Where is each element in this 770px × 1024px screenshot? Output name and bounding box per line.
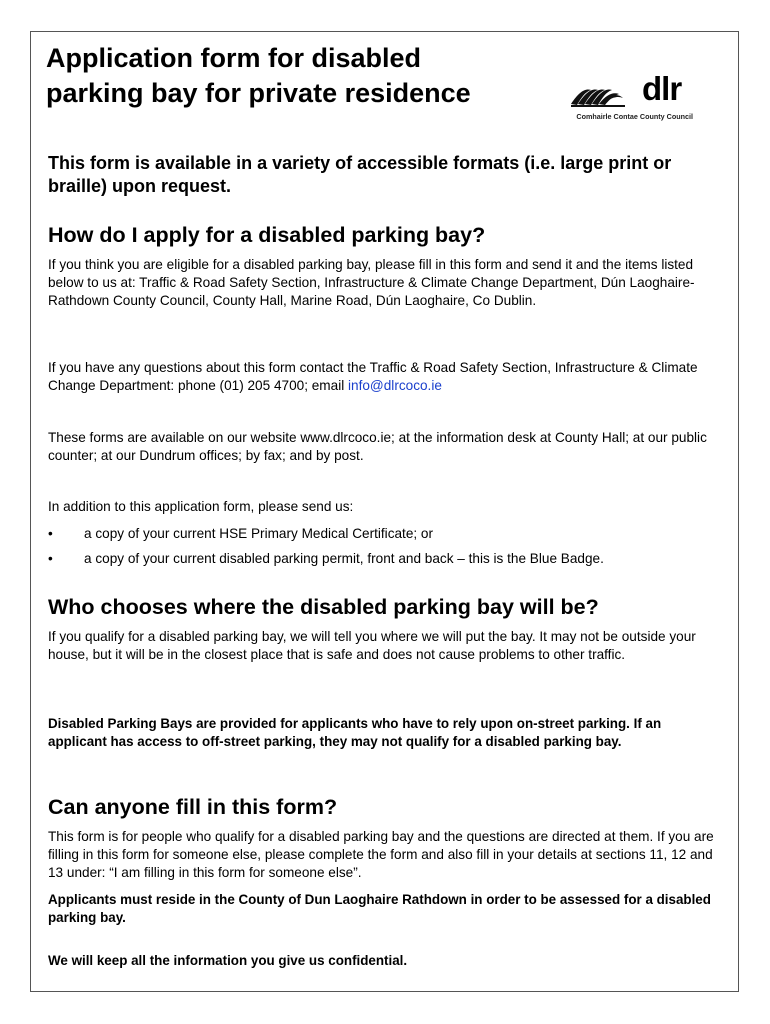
bullet-icon: • xyxy=(48,526,53,541)
anyone-paragraph-1: This form is for people who qualify for a disabled parking bay and the questions are directed at them. If you are filling in this form for someone else, please complete the form and also fill in your details at sections 11, 12 and 13 under: “I am filling in this form for someone else”. xyxy=(48,829,714,880)
logo-wordmark: dlr xyxy=(642,70,682,107)
anyone-paragraph-2: Applicants must reside in the County of Dun Laoghaire Rathdown in order to be assessed for a disabled parking bay. xyxy=(48,892,711,925)
who-paragraph-1: If you qualify for a disabled parking bay, we will tell you where we will put the bay. It may not be outside your house, but it will be in the closest place that is safe and does not cause problems to other traffic. xyxy=(48,629,696,662)
dlr-logo xyxy=(569,70,693,124)
email-link[interactable]: info@dlrcoco.ie xyxy=(348,378,442,393)
apply-paragraph-3: These forms are available on our website www.dlrcoco.ie; at the information desk at County Hall; at our public counter; at our Dundrum offices; by fax; and by post. xyxy=(48,430,707,463)
logo-subtitle: Comhairle Contae County Council xyxy=(576,112,693,121)
page-title: Application form for disabled parking bay for private residence xyxy=(46,43,471,108)
apply-paragraph-1: If you think you are eligible for a disabled parking bay, please fill in this form and send it and the items listed below to us at: Traffic & Road Safety Section, Infrastructure & Climate Change Department, Dún Laoghaire-Rathdown County Council, County Hall, Marine Road, Dún Laoghaire, Co Dublin. xyxy=(48,257,695,308)
apply-contact-text: If you have any questions about this form contact the Traffic & Road Safety Section, Infrastructure & Climate Change Department: phone (01) 205 4700; email xyxy=(48,360,698,393)
document-page xyxy=(30,31,739,992)
anyone-paragraph-3: We will keep all the information you give us confidential. xyxy=(48,953,408,968)
heading-how-to-apply: How do I apply for a disabled parking bay? xyxy=(48,223,486,247)
bullet-text: a copy of your current HSE Primary Medical Certificate; or xyxy=(84,526,434,541)
heading-who-chooses: Who chooses where the disabled parking bay will be? xyxy=(48,595,599,619)
apply-paragraph-2 xyxy=(48,359,718,395)
accessibility-notice: This form is available in a variety of accessible formats (i.e. large print or braille) upon request. xyxy=(48,153,672,196)
bullet-text: a copy of your current disabled parking permit, front and back – this is the Blue Badge. xyxy=(84,551,604,566)
heading-can-anyone: Can anyone fill in this form? xyxy=(48,795,338,819)
bullet-icon: • xyxy=(48,551,53,566)
apply-paragraph-4: In addition to this application form, please send us: xyxy=(48,499,354,514)
who-paragraph-2: Disabled Parking Bays are provided for applicants who have to rely upon on-street parking. If an applicant has access to off-street parking, they may not qualify for a disabled parking bay. xyxy=(48,716,662,749)
